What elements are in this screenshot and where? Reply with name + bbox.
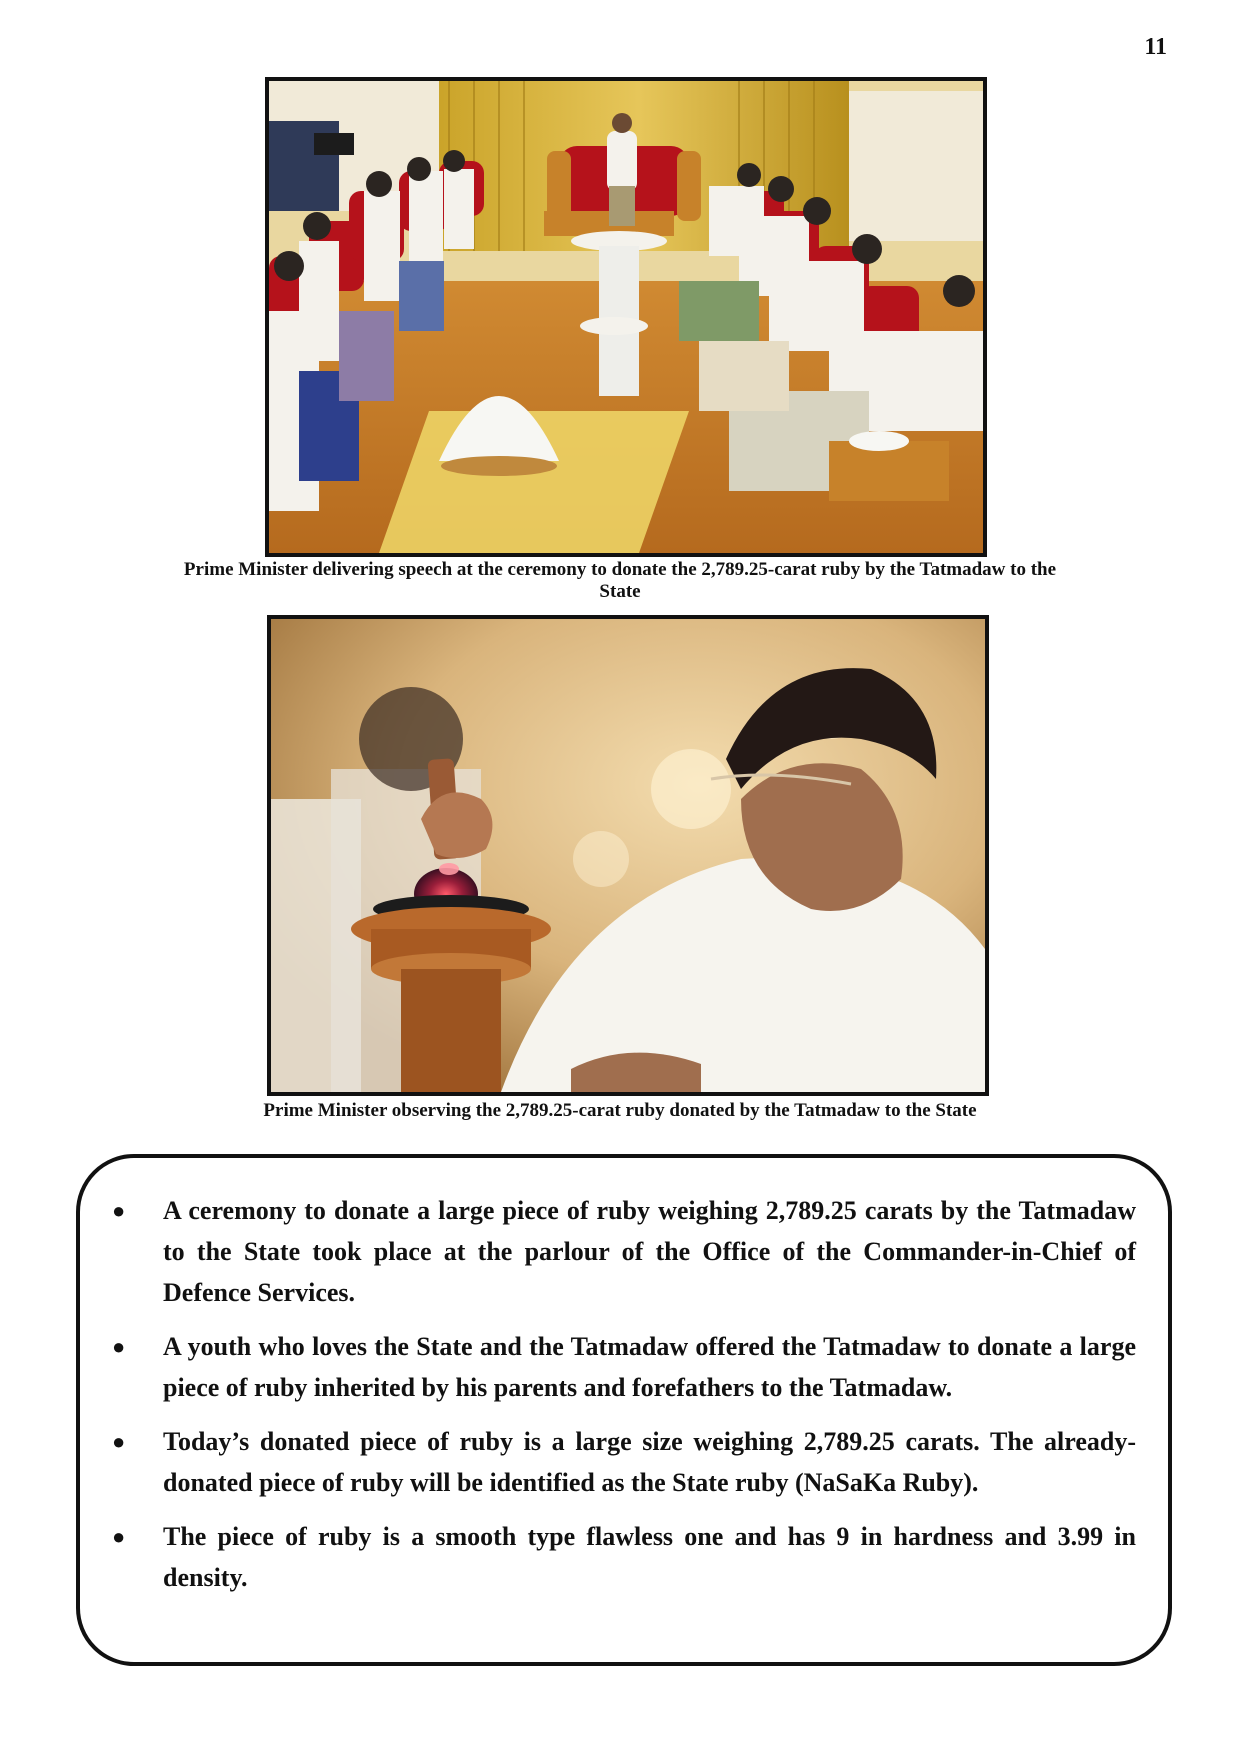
ceremony-photo-illustration [269,81,983,553]
ruby-observation-photo-caption: Prime Minister observing the 2,789.25-carat ruby donated by the Tatmadaw to the State [263,1100,977,1121]
summary-item [106,1516,1136,1598]
summary-item-text: A youth who loves the State and the Tatmadaw offered the Tatmadaw to donate a large piece of ruby inherited by his parents and forefathers to the Tatmadaw. [163,1332,1136,1402]
summary-box [76,1154,1172,1666]
ruby-observation-photo [267,615,989,1096]
summary-item [106,1190,1136,1313]
ceremony-photo [265,77,987,557]
summary-item-text: The piece of ruby is a smooth type flawless one and has 9 in hardness and 3.99 in density. [163,1522,1136,1592]
summary-list [106,1190,1136,1598]
page-number: 11 [1144,34,1167,60]
summary-item [106,1421,1136,1503]
bullet-icon: ● [112,1334,126,1359]
ruby-observation-illustration [271,619,985,1092]
bullet-icon: ● [112,1429,126,1454]
ceremony-photo-caption: Prime Minister delivering speech at the ceremony to donate the 2,789.25-carat ruby by the Tatmadaw to the State [183,559,1057,602]
summary-item-text: A ceremony to donate a large piece of ruby weighing 2,789.25 carats by the Tatmadaw to the State took place at the parlour of the Office of the Commander-in-Chief of Defence Services. [163,1196,1136,1307]
summary-item [106,1326,1136,1408]
bullet-icon: ● [112,1524,126,1549]
summary-item-text: Today’s donated piece of ruby is a large size weighing 2,789.25 carats. The already-donated piece of ruby will be identified as the State ruby (NaSaKa Ruby). [163,1427,1136,1497]
bullet-icon: ● [112,1198,126,1223]
